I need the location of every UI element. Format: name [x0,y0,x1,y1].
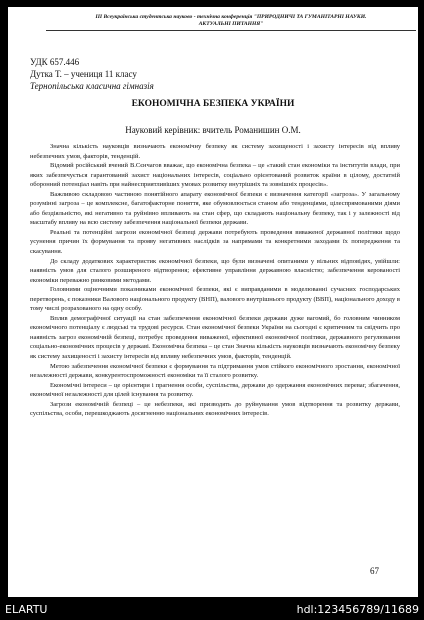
paragraph: Відомий російський вчений В.Сєнчагов вважає, що економічна безпека – це «такий стан економіки та інститутів влади, при яких забезпечується гарантований захист національних інтересів, соціально орієнтований розвиток країни в цілому, достатній оборонний потенціал навіть при найнесприятливіших умовах розвитку внутрішніх та зовнішніх процесів». [30,162,400,189]
paragraph: Метою забезпечення економічної безпеки є формування та підтримання умов стійкого економічного зростання, економічної незалежності держави, конкурентоспроможності економіки та її сталого розвитку. [30,362,400,380]
article-title: ЕКОНОМІЧНА БЕЗПЕКА УКРАЇНИ [131,99,295,109]
school-name: Тернопільська класична гімназія [30,81,154,91]
author-line: Дутка Т. – учениця 11 класу [30,69,137,79]
paragraph: Економічні інтереси – це орієнтири і прагнення особи, суспільства, держави до одержання економічних переваг, збагачення, економічної незалежності для цілей існування та розвитку. [30,381,400,399]
paragraph: Загрози економічній безпеці – це небезпеки, які призводять до руйнування умов відтворення та розвитку держави, суспільства, особи, перешкоджають досягненню національних економічних інтересів. [30,400,400,418]
paragraph: Вплив демографічної ситуації на стан забезпечення економічної безпеки держави дуже вагомий, бо головним чинником економічного потенціалу є людські та трудові ресурси. Стан економічної безпеки України на сьогодні є критичним та свідчить про наявність загроз економічній безпеці, потребує проведення виваженої, ефективної економічної політики, державного регулювання соціально-економічних процесів у державі. Економічна безпека – це стан Значна кількість науковців визначають економічну безпеку як систему захищеності і захисту інтересів від впливу небезпечних умов, факторів, тенденцій. [30,314,400,361]
article-body [30,142,400,419]
conference-header-line2: АКТУАЛЬНІ ПИТАННЯ" [198,21,264,27]
paper-page [8,7,418,597]
supervisor-line: Науковий керівник: вчитель Романишин О.М. [125,125,301,135]
page-number: 67 [370,566,379,576]
udc-code: УДК 657.446 [30,57,80,67]
conference-header-line1: III Всеукраїнська студентська науково - технічна конференція "ПРИРОДНИЧІ ТА ГУМАНІТАРНІ НАУКИ. [95,14,367,20]
paragraph: Значна кількість науковців визначають економічну безпеку як систему захищеності і захисту інтересів від впливу небезпечних умов, факторів, тенденцій. [30,143,400,160]
conference-header [46,14,416,31]
paragraph: Головними оціночними показниками економічної безпеки, які є виправданими в моделюванні сучасних господарських перетворень, є показники Валового національного продукту (ВНП), валового внутрішнього продукту (ВВП), національного доходу в тому числі розрахованого на одну особу. [30,286,400,313]
repository-footer-bar [0,599,424,620]
paragraph: Реальні та потенційні загрози економічної безпеці держави потребують проведення виваженої державної політики щодо усунення причин їх формування та прояву негативних наслідків за напрямами та конкретними заходами їх попередження та скасування. [30,228,400,256]
paragraph: До складу додаткових характеристик економічної безпеки, що були визначені опитаними у вільних відповідях, увійшли: наявність умов для сталого розширеного відтворення; ефективне управління державною власністю; забезпечення керованості економіки переважно ринковими методами. [30,257,400,284]
handle-id: hdl:123456789/11689 [296,603,419,616]
repository-name: ELARTU [5,603,48,616]
paragraph: Важливою складовою частиною понятійного апарату економічної безпеки є визначення категорії «загроза». У загальному розумінні загроза – це комплексне, багатофакторне поняття, яке обумовлюється станом або тенденціями, цілеспрямованими діями або бездіяльністю, які негативно та руйнівно впливають на стан сфер, що складають національну безпеку, так і у залежності від масштабу впливу на всю систему забезпечення національної безпеки держави. [30,190,400,227]
